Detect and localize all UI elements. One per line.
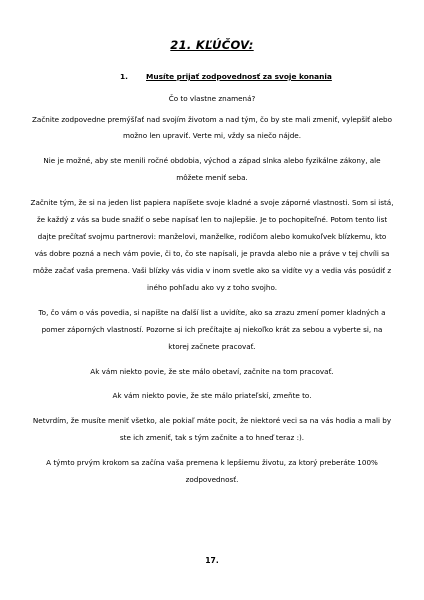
body-line: A týmto prvým krokom sa začína vaša premena k lepšiemu životu, za ktorý preberáte 100% [46,458,378,467]
section-number: 1. [120,72,128,81]
body-line: Začnite tým, že si na jeden list papiera napíšete svoje kladné a svoje záporné vlastnosti. Som si istá, [30,198,394,207]
section-heading-text: Musíte prijať zodpovednosť za svoje konania [146,72,332,81]
body-line: zodpovednosť. [185,475,239,484]
section-heading [120,72,332,81]
body-line: pomer záporných vlastností. Pozorne si ich prečítajte aj niekoľko krát za sebou a vyberte si, na [41,325,383,334]
page-title: 21. KĽÚČOV: [170,38,254,52]
body-line: ste ich zmeniť, tak s tým začnite a to hneď teraz :). [119,433,305,442]
page-number: 17. [205,556,219,565]
body-line: možno len upraviť. Verte mi, vždy sa niečo nájde. [122,131,301,140]
body-line: Ak vám niekto povie, že ste málo priateľskí, zmeňte to. [112,391,312,400]
body-line: dajte prečítať svojmu partnerovi: manželovi, manželke, rodičom alebo komukoľvek blízkemu, kto [37,232,387,241]
body-line: Ak vám niekto povie, že ste málo obetaví, začnite na tom pracovať. [90,367,334,376]
body-line: že každý z vás sa bude snažiť o sebe napísať len to najlepšie. Je to pochopiteľné. Potom tento list [36,215,388,224]
body-line: Začnite zodpovedne premýšľať nad svojím životom a nad tým, čo by ste mali zmeniť, vylepšiť alebo [31,115,393,124]
body-line: ktorej začnete pracovať. [168,342,256,351]
body-line: To, čo vám o vás povedia, si napíšte na ďalší list a uvidíte, ako sa zrazu zmení pomer kladných a [38,308,386,317]
body-line: Nie je možné, aby ste menili ročné obdobia, východ a západ slnka alebo fyzikálne zákony, ale [43,156,381,165]
body-line: môžete meniť seba. [176,173,248,182]
body-line: Čo to vlastne znamená? [168,94,256,103]
body-line: Netvrdím, že musíte meniť všetko, ale pokiaľ máte pocit, že niektoré veci sa na vás hodia a mali by [32,416,392,425]
body-line: vás dobre pozná a nech vám povie, či to, čo ste napísali, je pravda alebo nie a práve v tej chvíli sa [34,249,390,258]
body-line: iného pohľadu ako vy z toho svojho. [146,283,278,292]
body-line: môže začať vaša premena. Vaši blízky vás vidia v inom svetle ako sa vidíte vy a vedia vás posúdiť z [32,266,392,275]
